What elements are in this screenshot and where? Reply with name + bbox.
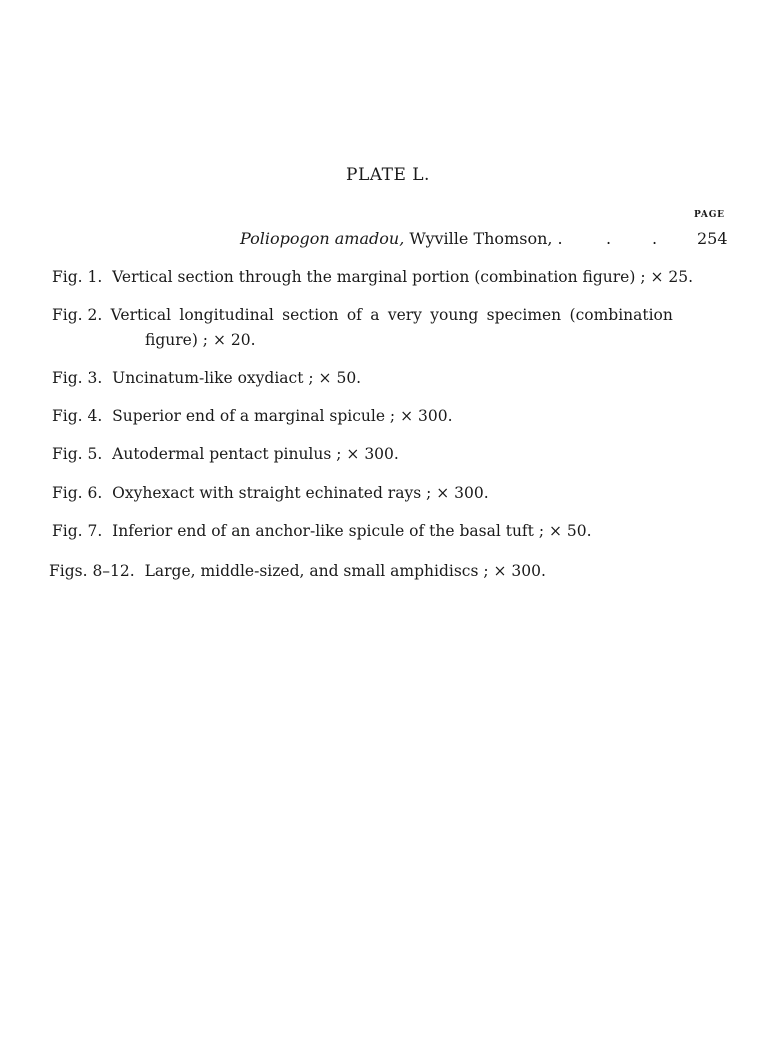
- figure-text: Superior end of a marginal spicule ; × 300.: [112, 407, 453, 425]
- species-page-number: 254: [697, 229, 728, 248]
- species-name: Poliopogon amadou,: [240, 229, 405, 248]
- figure-caption-8-12: [49, 562, 546, 580]
- plate-title: PLATE L.: [346, 165, 430, 185]
- figure-word: of: [346, 306, 362, 324]
- page-column-heading: PAGE: [694, 210, 725, 220]
- figure-word: specimen: [486, 306, 562, 324]
- figure-word: very: [387, 306, 422, 324]
- species-name-line: [240, 229, 563, 248]
- figure-text: Large, middle-sized, and small amphidiscs ; × 300.: [144, 562, 546, 580]
- figure-label: Figs. 8–12.: [49, 562, 135, 580]
- figure-caption-3: [52, 369, 361, 387]
- figure-label: Fig. 6.: [52, 484, 103, 502]
- figure-label: Fig. 4.: [52, 407, 103, 425]
- figure-word: longitudinal: [179, 306, 274, 324]
- figure-word: young: [430, 306, 479, 324]
- figure-caption-2-continuation: figure) ; × 20.: [145, 331, 256, 349]
- figure-caption-1: [52, 268, 693, 286]
- figure-word: (combination: [569, 306, 673, 324]
- figure-caption-7: [52, 522, 592, 540]
- leader-dot: .: [606, 229, 612, 248]
- figure-label: Fig. 1.: [52, 268, 103, 286]
- figure-label: Fig. 7.: [52, 522, 103, 540]
- figure-text: Inferior end of an anchor-like spicule of the basal tuft ; × 50.: [112, 522, 592, 540]
- figure-caption-5: [52, 445, 399, 463]
- figure-text: Oxyhexact with straight echinated rays ; × 300.: [112, 484, 489, 502]
- figure-caption-2: [52, 306, 673, 324]
- figure-text: Autodermal pentact pinulus ; × 300.: [112, 445, 399, 463]
- figure-caption-4: [52, 407, 453, 425]
- figure-label: Fig. 5.: [52, 445, 103, 463]
- leader-dot: .: [652, 229, 658, 248]
- figure-label: Fig. 2.: [52, 306, 103, 324]
- figure-caption-6: [52, 484, 489, 502]
- figure-text: Uncinatum-like oxydiact ; × 50.: [112, 369, 362, 387]
- figure-word: section: [282, 306, 339, 324]
- figure-label: Fig. 3.: [52, 369, 103, 387]
- figure-text: Vertical section through the marginal portion (combination figure) ; × 25.: [112, 268, 694, 286]
- figure-word: a: [370, 306, 380, 324]
- figure-word: Vertical: [110, 306, 172, 324]
- species-author: Wyville Thomson, .: [409, 229, 563, 248]
